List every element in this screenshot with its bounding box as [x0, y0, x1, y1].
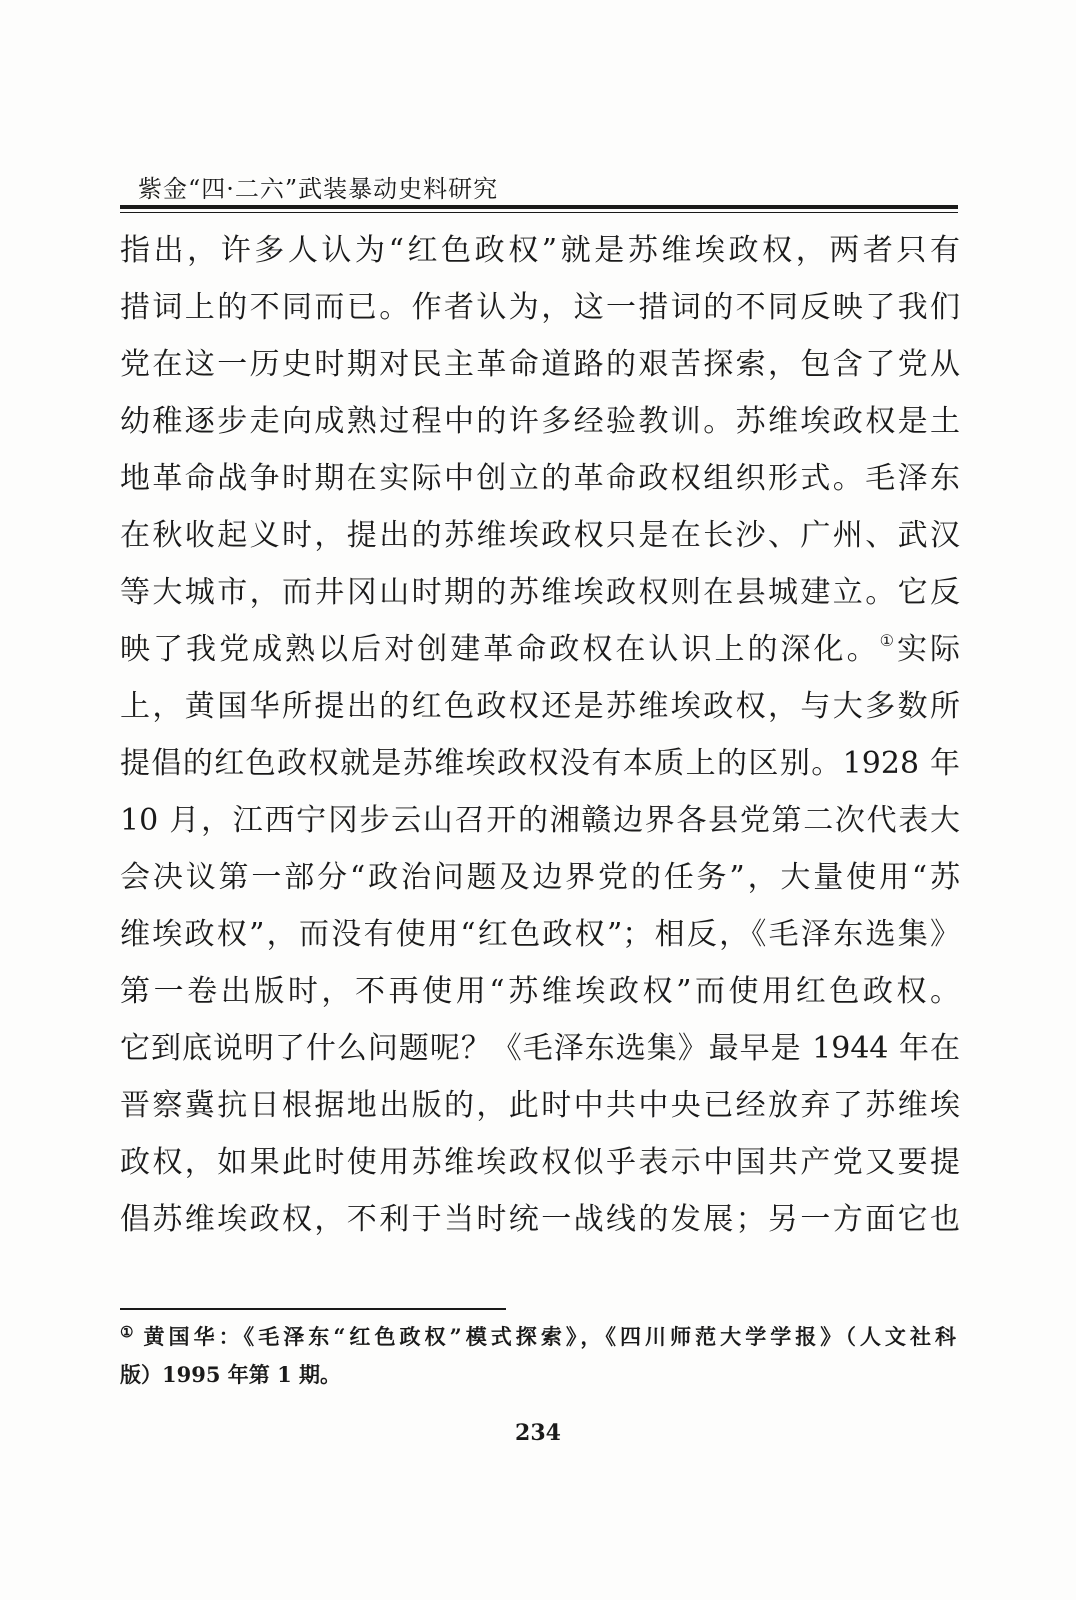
body-line: 上，黄国华所提出的红色政权还是苏维埃政权，与大多数所 [120, 689, 960, 724]
body-line: 指出，许多人认为“红色政权”就是苏维埃政权，两者只有 [120, 233, 960, 268]
footnote-mark: ① [120, 1323, 138, 1341]
running-head: 紫金“四·二六”武装暴动史料研究 [138, 175, 499, 203]
body-text [120, 222, 960, 1248]
body-line: 晋察冀抗日根据地出版的，此时中共中央已经放弃了苏维埃 [120, 1088, 960, 1123]
body-line: 维埃政权”，而没有使用“红色政权”；相反，《毛泽东选集》 [120, 917, 960, 952]
header-rule-thick [120, 205, 958, 209]
body-line: 第一卷出版时，不再使用“苏维埃政权”而使用红色政权。 [120, 974, 960, 1009]
page-number: 234 [515, 1420, 561, 1446]
body-line: 幼稚逐步走向成熟过程中的许多经验教训。苏维埃政权是土 [120, 404, 960, 439]
body-line-tail: 实际 [896, 632, 961, 667]
footnote-rule [120, 1308, 506, 1310]
body-line: 等大城市，而井冈山时期的苏维埃政权则在县城建立。它反 [120, 575, 960, 610]
body-line: 10 月，江西宁冈步云山召开的湘赣边界各县党第二次代表大 [120, 803, 960, 838]
body-line: 倡苏维埃政权，不利于当时统一战线的发展；另一方面它也 [120, 1202, 960, 1237]
footnote [120, 1318, 956, 1394]
body-line: 提倡的红色政权就是苏维埃政权没有本质上的区别。1928 年 [120, 746, 960, 781]
body-line: 它到底说明了什么问题呢？《毛泽东选集》最早是 1944 年在 [120, 1031, 960, 1066]
body-line: 地革命战争时期在实际中创立的革命政权组织形式。毛泽东 [120, 461, 960, 496]
body-line-with-footnote-ref [120, 621, 960, 678]
header-rule-thin [120, 212, 958, 213]
body-line: 党在这一历史时期对民主革命道路的艰苦探索，包含了党从 [120, 347, 960, 382]
body-line-text: 映了我党成熟以后对创建革命政权在认识上的深化。 [120, 632, 880, 667]
body-line: 会决议第一部分“政治问题及边界党的任务”，大量使用“苏 [120, 860, 960, 895]
footnote-reference[interactable]: ① [879, 631, 897, 650]
footnote-line: 版）1995 年第 1 期。 [120, 1362, 341, 1387]
body-line: 在秋收起义时，提出的苏维埃政权只是在长沙、广州、武汉 [120, 518, 960, 553]
body-line: 措词上的不同而已。作者认为，这一措词的不同反映了我们 [120, 290, 960, 325]
body-line: 政权，如果此时使用苏维埃政权似乎表示中国共产党又要提 [120, 1145, 960, 1180]
footnote-line [120, 1318, 956, 1356]
footnote-text: 黄国华：《毛泽东“红色政权”模式探索》，《四川师范大学学报》（人文社科 [143, 1324, 957, 1349]
